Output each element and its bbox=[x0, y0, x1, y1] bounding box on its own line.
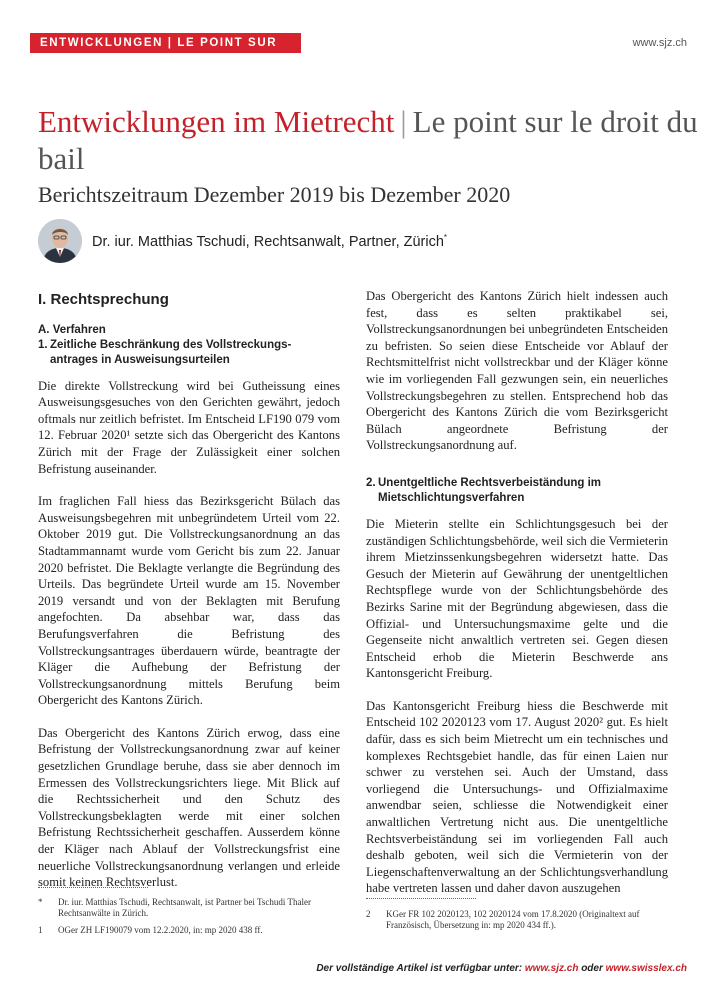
paragraph: Das Obergericht des Kantons Zürich hielt indessen auch fest, dass es selten praktikabel sei, Vollstreckungsanordnungen bei unbegründeten Entscheiden zu befristen. So seien diese Entscheide vor Ablauf der Rechtsmittelfrist nicht vollstreckbar und der Kläger könne wie im vorliegenden Fall gezwungen sein, ein neuerliches Vollstreckungsbegehren zu stellen. Entsprechend hob das Obergericht des Kantons Zürich die vom Bezirksgericht Bülach angeordnete Befristung der Vollstreckungsanordnung auf. bbox=[366, 289, 668, 453]
title-german: Entwicklungen im Mietrecht bbox=[38, 104, 395, 139]
left-column bbox=[38, 292, 340, 907]
author-byline bbox=[38, 218, 447, 264]
footer-availability: Der vollständige Artikel ist verfügbar unter: www.sjz.ch oder www.swisslex.ch bbox=[316, 963, 687, 974]
paragraph: Das Obergericht des Kantons Zürich erwog, dass eine Befristung der Vollstreckungsanordnung zwar auf keiner gesetzlichen Grundlage beruhe, dass sie aber dennoch im Ermessen des Vollstreckungsrichters liege. Mit Blick auf die Rechtssicherheit und den Schutz des Vollstreckungsbeklagten werde mit einer solchen Befristung Rechtssicherheit geschaffen. Ausserdem könne der Kläger nach Ablauf der Vollstreckungsfrist eine neuerliche Vollstreckungsanordnung verlangen und erleide somit keinen Rechtsverlust. bbox=[38, 725, 340, 890]
author-avatar bbox=[38, 219, 82, 263]
paragraph: Die direkte Vollstreckung wird bei Gutheissung eines Ausweisungsgesuches von den Gerichten gewährt, jedoch oftmals nur zeitlich befristet. Im Entscheid LF190 079 vom 12. Februar 2020¹ setzte sich das Obergericht des Kantons Zürich mit der Frage der Zulässigkeit einer solchen Befristung auseinander. bbox=[38, 378, 340, 476]
footnote: * Dr. iur. Matthias Tschudi, Rechtsanwalt, ist Partner bei Tschudi Thaler Rechtsanwälte in Zürich. bbox=[38, 897, 311, 918]
title-separator: | bbox=[400, 104, 407, 139]
section-tag: ENTWICKLUNGEN | LE POINT SUR bbox=[30, 33, 301, 53]
footnote-divider bbox=[366, 898, 476, 899]
title-french: Le point sur le droit du bail bbox=[38, 104, 698, 176]
subsection-heading: A. Verfahren bbox=[38, 323, 106, 336]
footnote-divider bbox=[38, 887, 148, 888]
site-url[interactable]: www.sjz.ch bbox=[632, 37, 687, 49]
footnote: 2 KGer FR 102 2020123, 102 2020124 vom 17.8.2020 (Originaltext auf Französisch, Übersetzung in: mp 2020 434 ff.). bbox=[366, 909, 640, 930]
heading-2: 2. Unentgeltliche Rechtsverbeiständung im Mietschlichtungsverfahren bbox=[366, 476, 602, 504]
author-footnote-mark: * bbox=[443, 232, 448, 242]
author-name: Dr. iur. Matthias Tschudi, Rechtsanwalt, Partner, Zürich* bbox=[92, 232, 448, 250]
author-portrait-icon bbox=[38, 219, 82, 263]
paragraph: Im fraglichen Fall hiess das Bezirksgericht Bülach das Ausweisungsbegehren mit unbegründetem Urteil vom 22. Oktober 2019 gut. Die Vollstreckungsanordnung an das Stadtammannamt wurde vom Gericht bis zum 22. Januar 2020 befristet. Die Beklagte verlangte die Begründung des Urteils. Das begründete Urteil wurde am 15. November 2019 versandt und von der Beklagten mit Berufung angefochten. Da absehbar war, dass das Berufungsverfahren die Befristung des Vollstreckungsantrages überdauern würde, beantragte der Kläger die Aufhebung der Befristung der Vollstreckungsanordnung mittels Berufung beim Obergericht des Kantons Zürich. bbox=[38, 494, 340, 708]
section-heading: I. Rechtsprechung bbox=[38, 291, 169, 308]
heading-1: 1. Zeitliche Beschränkung des Vollstreckungs- antrages in Ausweisungsurteilen bbox=[38, 338, 292, 366]
swisslex-link[interactable]: www.swisslex.ch bbox=[605, 963, 687, 974]
article-subtitle: Berichtszeitraum Dezember 2019 bis Dezember 2020 bbox=[38, 182, 511, 207]
paragraph: Das Kantonsgericht Freiburg hiess die Beschwerde mit Entscheid 102 2020123 vom 17. August 2020² gut. Es hielt dafür, dass es sich beim Mietrecht um ein technisches und komplexes Rechtsgebiet handle, das für einen Laien nur schwer zu verstehen sei. Auch der Umstand, dass vorliegend die Untersuchungs- und Offizialmaxime anwendbar seien, schliesse die Notwendigkeit einer anwaltlichen Vertretung nicht aus. Die unentgeltliche Rechtsverbeiständung sei im vorliegenden Fall auch deshalb geboten, weil sich die Vermieterin von der Liegenschaftenverwaltung an der Schlichtungsverhandlung habe vertreten lassen und daher davon auszugehen bbox=[366, 698, 668, 896]
footnote: 1 OGer ZH LF190079 vom 12.2.2020, in: mp 2020 438 ff. bbox=[38, 925, 263, 935]
sjz-link[interactable]: www.sjz.ch bbox=[524, 963, 579, 974]
paragraph: Die Mieterin stellte ein Schlichtungsgesuch bei der zuständigen Schlichtungsbehörde, weil sich die Vermieterin ihrem Mietzinssenkungsbegehren widersetzt hatte. Das Gesuch der Mieterin auf Gewährung der unentgeltlichen Rechtspflege wurde von der Schlichtungsbehörde des Bezirks Sarine mit der Begründung abgewiesen, dass die Offizial- und Untersuchungsmaxime gelte und die Gegenseite nicht anwaltlich vertreten sei. Gegen diesen Entscheid erhob die Mieterin Beschwerde ans Kantonsgericht Freiburg. bbox=[366, 516, 668, 681]
right-column bbox=[366, 288, 668, 913]
article-title bbox=[38, 103, 698, 177]
